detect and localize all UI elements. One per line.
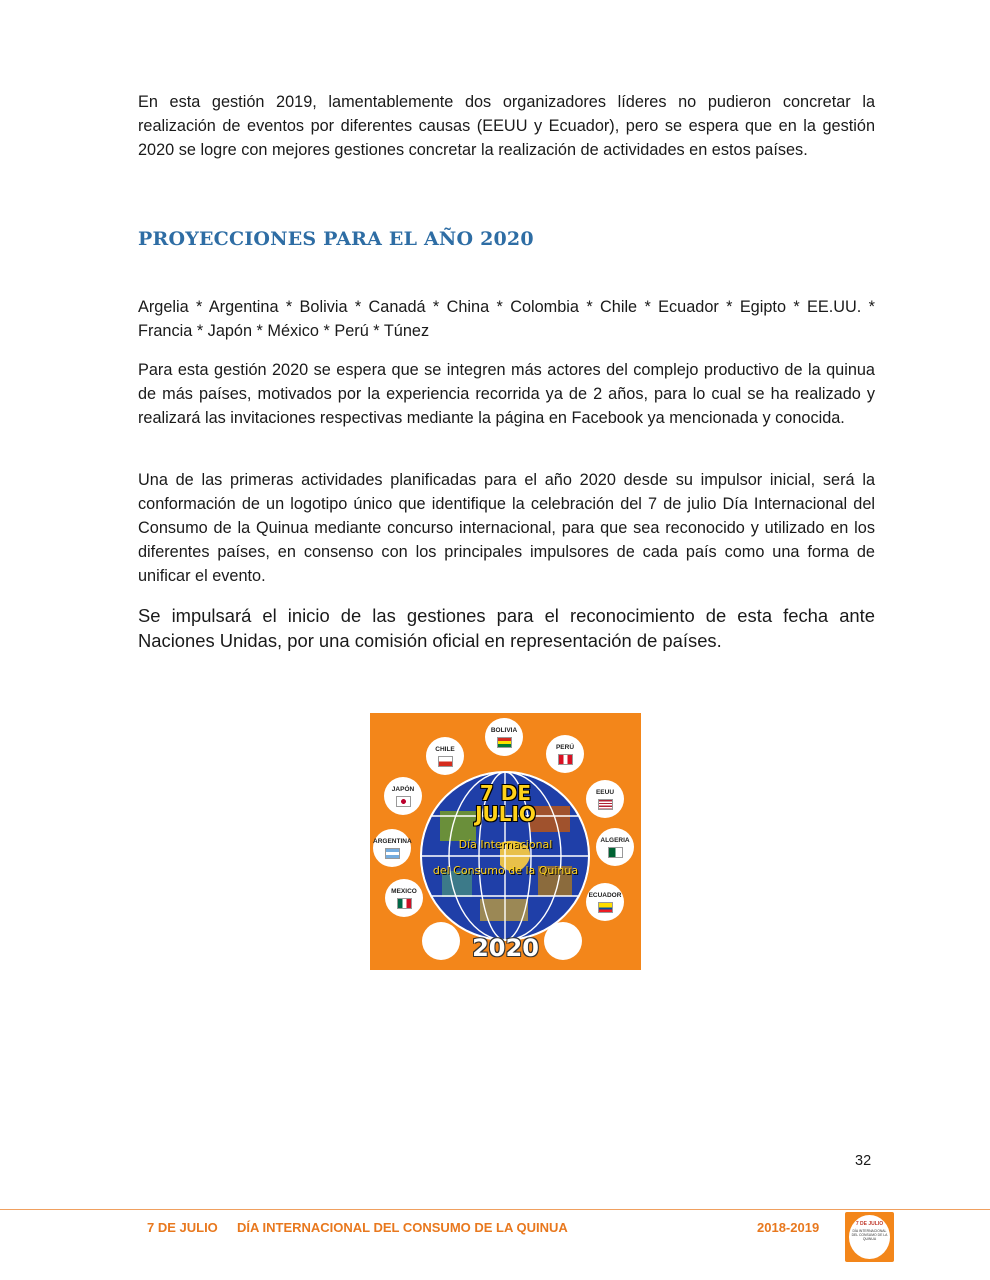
footer-date: 7 DE JULIO (147, 1220, 218, 1235)
empty-bubble-left (422, 922, 460, 960)
footer-logo-line2: DÍA INTERNACIONAL DEL CONSUMO DE LA QUINUA (851, 1229, 888, 1241)
usa-flag-icon (598, 799, 613, 810)
event-poster-image (370, 713, 641, 970)
poster-date-line2: JULIO (475, 802, 536, 826)
footer-years: 2018-2019 (757, 1220, 820, 1235)
section-heading: PROYECCIONES PARA EL AÑO 2020 (138, 228, 534, 250)
footer-logo-badge (849, 1215, 890, 1259)
poster-date-line1: 7 DE (479, 781, 532, 805)
country-label: ALGERIA (600, 837, 630, 844)
country-bubble-eeuu (586, 780, 624, 818)
japan-flag-icon (396, 796, 411, 807)
country-label: EEUU (595, 789, 615, 796)
country-bubble-algeria (596, 828, 634, 866)
country-bubble-chile (426, 737, 464, 775)
paragraph-united-nations: Se impulsará el inicio de las gestiones para el reconocimiento de esta fecha ante Naciones Unidas, por una comisión oficial en representación de países. (138, 605, 875, 651)
argentina-flag-icon (385, 848, 400, 859)
poster-year: 2020 (472, 934, 539, 962)
footer-divider (0, 1209, 990, 1210)
country-label: JAPÓN (391, 786, 415, 793)
country-label: BOLIVIA (490, 727, 518, 734)
paragraph-integration: Para esta gestión 2020 se espera que se integren más actores del complejo productivo de la quinua de más países, motivados por la experiencia recorrida ya de 2 años, para lo cual se ha realizado y realizará las invitaciones respectivas mediante la página en Facebook ya mencionada y conocida. (138, 361, 875, 427)
country-bubble-japon (384, 777, 422, 815)
footer-logo-line1: 7 DE JULIO (855, 1221, 884, 1227)
ecuador-flag-icon (598, 902, 613, 913)
poster-subtitle-line2: del Consumo de la Quinua (432, 864, 579, 877)
country-bubble-ecuador (586, 883, 624, 921)
algeria-flag-icon (608, 847, 623, 858)
poster-subtitle-line1: Día Internacional (458, 838, 553, 851)
country-label: CHILE (435, 746, 455, 753)
country-label: ECUADOR (588, 892, 622, 899)
country-label: MEXICO (391, 888, 417, 895)
bolivia-flag-icon (497, 737, 512, 748)
country-bubble-argentina (373, 829, 411, 867)
country-label: PERÚ (555, 744, 575, 751)
empty-bubble-right (544, 922, 582, 960)
country-label: ARGENTINA (373, 838, 412, 845)
countries-list: Argelia * Argentina * Bolivia * Canadá * China * Colombia * Chile * Ecuador * Egipto * EE.UU. * Francia * Japón * México * Perú * Túnez (138, 298, 875, 340)
country-bubble-bolivia (485, 718, 523, 756)
paragraph-logo-contest: Una de las primeras actividades planificadas para el año 2020 desde su impulsor inicial, será la conformación de un logotipo único que identifique la celebración del 7 de julio Día Internacional del Consumo de la Quinua mediante concurso internacional, para que sea reconocido y utilizado en los diferentes países, en consenso con los principales impulsores de cada país como una forma de unificar el evento. (138, 471, 875, 585)
chile-flag-icon (438, 756, 453, 767)
country-bubble-peru (546, 735, 584, 773)
footer-logo (845, 1212, 894, 1262)
footer-title: DÍA INTERNACIONAL DEL CONSUMO DE LA QUINUA (237, 1220, 568, 1235)
country-bubble-mexico (385, 879, 423, 917)
peru-flag-icon (558, 754, 573, 765)
page-number: 32 (855, 1153, 872, 1169)
mexico-flag-icon (397, 898, 412, 909)
intro-paragraph: En esta gestión 2019, lamentablemente dos organizadores líderes no pudieron concretar la realización de eventos por diferentes causas (EEUU y Ecuador), pero se espera que en la gestión 2020 se logre con mejores gestiones concretar la realización de actividades en estos países. (138, 93, 875, 159)
